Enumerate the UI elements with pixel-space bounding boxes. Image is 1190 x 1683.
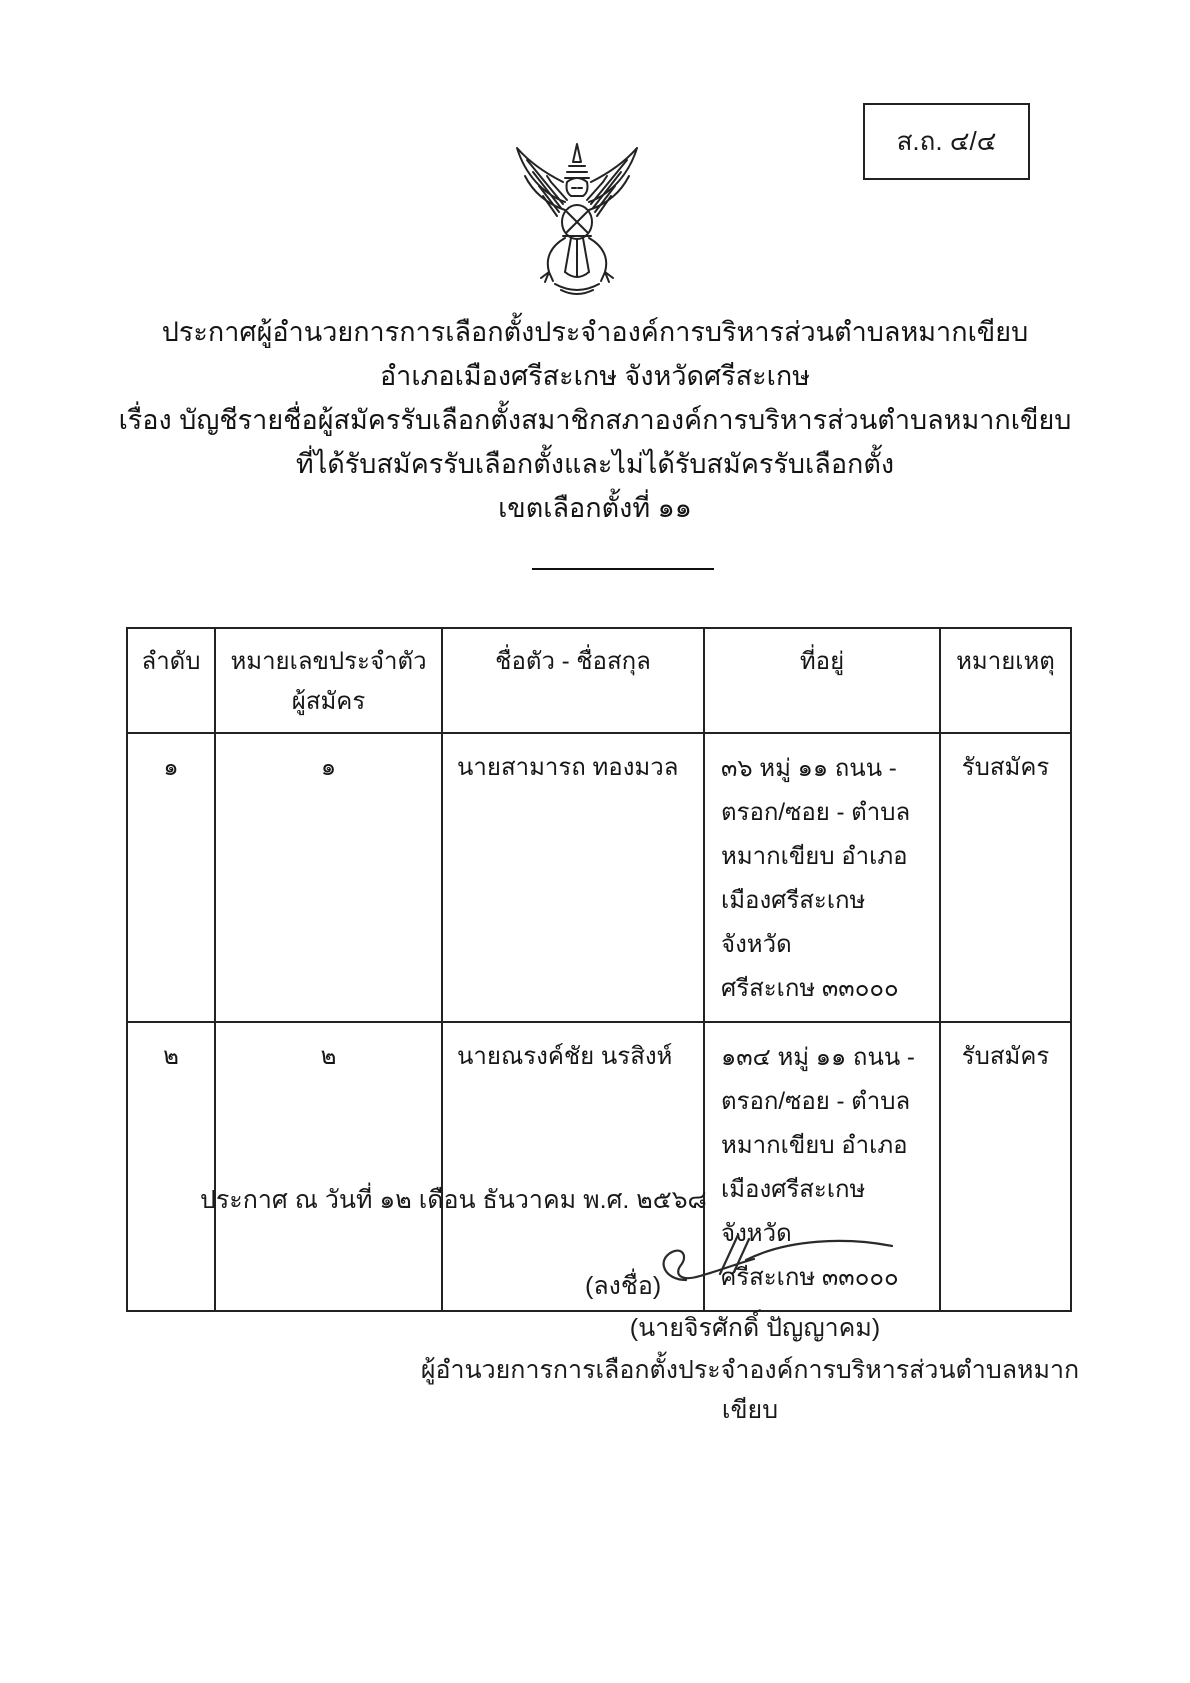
row2-number: ๒ xyxy=(215,1022,442,1311)
row2-address-line2: ตรอก/ซอย - ตำบล xyxy=(721,1088,911,1115)
row1-number: ๑ xyxy=(215,733,442,1022)
signature-image xyxy=(648,1226,908,1298)
row1-address-line2: ตรอก/ซอย - ตำบล xyxy=(721,799,911,826)
row1-name: นายสามารถ ทองมวล xyxy=(442,733,704,1022)
sign-label: (ลงชื่อ) xyxy=(585,1272,662,1300)
row2-address-line4: เมืองศรีสะเกษ จังหวัด xyxy=(721,1176,866,1247)
header-remark: หมายเหตุ xyxy=(940,628,1071,733)
row1-no: ๑ xyxy=(127,733,215,1022)
announcement-date-line: ประกาศ ณ วันที่ ๑๒ เดือน ธันวาคม พ.ศ. ๒๕๖๘ xyxy=(200,1186,707,1214)
header-no: ลำดับ xyxy=(127,628,215,733)
row2-name: นายณรงค์ชัย นรสิงห์ xyxy=(442,1022,704,1311)
row1-address-line1: ๓๖ หมู่ ๑๑ ถนน - xyxy=(721,755,897,782)
row2-no: ๒ xyxy=(127,1022,215,1311)
signer-name: (นายจิรศักดิ์ ปัญญาคม) xyxy=(629,1314,881,1342)
header-address: ที่อยู่ xyxy=(704,628,940,733)
header-candidate-number-line1: หมายเลขประจำตัว xyxy=(230,648,427,675)
title-line-2: อำเภอเมืองศรีสะเกษ จังหวัดศรีสะเกษ xyxy=(379,361,811,391)
header-candidate-number-line2: ผู้สมัคร xyxy=(291,688,366,715)
header-name: ชื่อตัว - ชื่อสกุล xyxy=(442,628,704,733)
divider-rule xyxy=(532,568,714,570)
form-code-label: ส.ถ. ๔/๔ xyxy=(896,126,997,156)
row1-address-line4: เมืองศรีสะเกษ จังหวัด xyxy=(721,887,866,958)
garuda-emblem-icon xyxy=(497,138,657,298)
document-title-block xyxy=(0,310,1190,530)
row1-address xyxy=(704,733,940,1022)
row1-address-line3: หมากเขียบ อำเภอ xyxy=(721,843,908,870)
title-line-3: เรื่อง บัญชีรายชื่อผู้สมัครรับเลือกตั้งสมาชิกสภาองค์การบริหารส่วนตำบลหมากเขียบ xyxy=(118,405,1072,435)
table-header-row xyxy=(127,628,1071,733)
title-line-5: เขตเลือกตั้งที่ ๑๑ xyxy=(498,493,692,523)
title-line-1: ประกาศผู้อำนวยการการเลือกตั้งประจำองค์การบริหารส่วนตำบลหมากเขียบ xyxy=(161,317,1029,347)
table-row xyxy=(127,733,1071,1022)
title-line-4: ที่ได้รับสมัครรับเลือกตั้งและไม่ได้รับสมัครรับเลือกตั้ง xyxy=(295,449,895,479)
form-code-box xyxy=(863,103,1030,180)
signer-title: ผู้อำนวยการการเลือกตั้งประจำองค์การบริหารส่วนตำบลหมากเขียบ xyxy=(420,1356,1080,1424)
header-candidate-number xyxy=(215,628,442,733)
row2-remark: รับสมัคร xyxy=(940,1022,1071,1311)
row1-remark: รับสมัคร xyxy=(940,733,1071,1022)
row2-address-line5: ศรีสะเกษ ๓๓๐๐๐ xyxy=(721,1264,899,1291)
row2-address-line1: ๑๓๔ หมู่ ๑๑ ถนน - xyxy=(721,1044,915,1071)
row2-address-line3: หมากเขียบ อำเภอ xyxy=(721,1132,908,1159)
row1-address-line5: ศรีสะเกษ ๓๓๐๐๐ xyxy=(721,975,899,1002)
